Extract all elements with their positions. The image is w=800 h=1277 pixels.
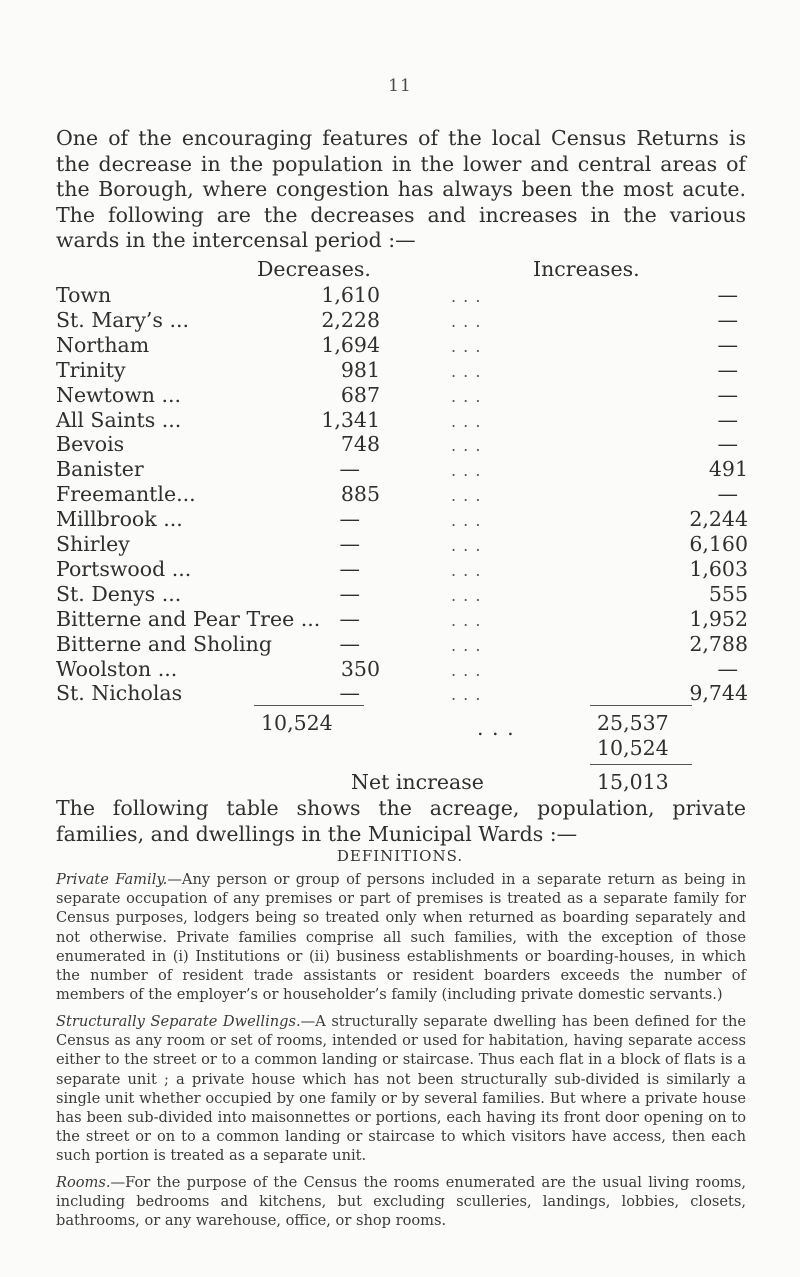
ward-name: Bevois <box>56 432 125 457</box>
page-number: 11 <box>388 76 412 96</box>
increase-value: 1,603 <box>689 556 748 581</box>
table-row <box>56 657 756 681</box>
definition-dwellings <box>56 1012 746 1166</box>
increase-value: — <box>717 656 738 681</box>
ward-name: Northam <box>56 332 150 357</box>
total-leader: . . . <box>477 716 515 740</box>
decrease-value: — <box>339 581 360 606</box>
decrease-value: 1,341 <box>321 407 380 432</box>
total-rule-decreases <box>254 705 364 706</box>
leader-dots: . . . <box>451 411 482 431</box>
net-increase-value: 15,013 <box>597 770 669 794</box>
table-row <box>56 457 756 481</box>
definition-text: —A structurally separate dwelling has been defined for the Census as any room or set of rooms, intended or used for habitation, having separate access either to the street or to a common landing or staircase. Thus each flat in a block of flats is a separate unit ; a private house which has not been structurally sub-divided is similarly a single unit whether occupied by one family or by several families. But where a private house has been sub-divided into maisonnettes or portions, each having its front door opening on to the street or on to a common landing or staircase to which visitors have access, then each such portion is treated as a separate unit. <box>56 1013 747 1165</box>
definition-text: —Any person or group of persons included in a separate return as being in separate occupation of any premises or part of premises is treated as a separate family for Census purposes, lodgers being so treated only when returned as boarding separately and not otherwise. Private families comprise all such families, with the exception of those enumerated in (i) Institutions or (ii) business establishments or boarding-houses, in which the number of resident trade assistants or resident boarders exceeds the number of members of the employer’s or householder’s family (including private domestic servants.) <box>56 871 746 1004</box>
ward-name: Trinity <box>56 357 126 382</box>
net-rule <box>590 764 692 765</box>
leader-dots: . . . <box>451 461 482 481</box>
ward-name: Millbrook ... <box>56 507 183 532</box>
table-row <box>56 432 756 456</box>
decrease-value: 885 <box>340 482 380 507</box>
decrease-value: — <box>339 681 360 706</box>
ward-name: Portswood ... <box>56 556 192 581</box>
increase-value: 6,160 <box>689 532 748 556</box>
decrease-value: 981 <box>340 357 380 382</box>
increase-value: — <box>717 482 738 507</box>
decrease-value: — <box>339 457 360 482</box>
leader-dots: . . . <box>451 486 482 506</box>
decrease-value: 687 <box>340 382 380 407</box>
leader-dots: . . . <box>451 536 482 555</box>
ward-name: All Saints ... <box>56 407 182 432</box>
ward-name: St. Denys ... <box>56 581 182 606</box>
table-row <box>56 557 756 581</box>
leader-dots: . . . <box>451 560 482 580</box>
increase-value: — <box>717 432 738 457</box>
table-row <box>56 308 756 332</box>
increase-value: — <box>717 307 738 332</box>
increase-value: 9,744 <box>689 681 748 706</box>
less-decreases: 10,524 <box>597 736 669 760</box>
decrease-value: 350 <box>340 656 380 681</box>
decrease-value: 1,610 <box>321 283 380 307</box>
leader-dots: . . . <box>451 511 482 531</box>
increase-value: — <box>717 382 738 407</box>
ward-name: Bitterne and Pear Tree ... <box>56 606 321 631</box>
table-row <box>56 482 756 506</box>
definition-rooms <box>56 1173 746 1231</box>
table-row <box>56 681 756 705</box>
definition-text: —For the purpose of the Census the rooms enumerated are the usual living rooms, including bedrooms and kitchens, but excluding sculleries, landings, lobbies, closets, bathrooms, or any warehouse, office, or shop rooms. <box>56 1174 746 1230</box>
table-row <box>56 358 756 382</box>
decrease-value: 2,228 <box>321 307 380 332</box>
table-row <box>56 607 756 631</box>
leader-dots: . . . <box>451 287 482 306</box>
table-row <box>56 383 756 407</box>
definition-term: Structurally Separate Dwellings. <box>56 1013 301 1030</box>
leader-dots: . . . <box>451 635 482 655</box>
header-decreases: Decreases. <box>257 257 371 281</box>
total-rule-increases <box>590 705 692 706</box>
leader-dots: . . . <box>451 585 482 605</box>
total-increases: 25,537 <box>597 711 669 735</box>
total-decreases: 10,524 <box>261 711 333 735</box>
increase-value: — <box>717 357 738 382</box>
leader-dots: . . . <box>451 386 482 406</box>
table-row <box>56 632 756 656</box>
decrease-value: — <box>339 631 360 656</box>
decrease-value: — <box>339 606 360 631</box>
increase-value: 555 <box>708 581 748 606</box>
net-increase-label: Net increase <box>351 770 484 794</box>
leader-dots: . . . <box>451 610 482 630</box>
ward-name: Freemantle... <box>56 482 196 507</box>
decrease-value: 748 <box>340 432 380 457</box>
increase-value: 2,244 <box>689 507 748 532</box>
following-paragraph: The following table shows the acreage, population, private families, and dwellings in the Municipal Wards :— <box>56 796 746 846</box>
definitions-title: DEFINITIONS. <box>336 847 464 865</box>
ward-name: Bitterne and Sholing <box>56 631 272 656</box>
definition-term: Rooms. <box>56 1174 111 1191</box>
increase-value: 491 <box>708 457 748 482</box>
leader-dots: . . . <box>451 311 482 331</box>
increase-value: 1,952 <box>689 606 748 631</box>
increase-value: — <box>717 407 738 432</box>
leader-dots: . . . <box>451 660 482 680</box>
table-row <box>56 408 756 432</box>
decrease-value: — <box>339 507 360 532</box>
ward-name: Newtown ... <box>56 382 182 407</box>
header-increases: Increases. <box>533 257 640 281</box>
ward-name: St. Nicholas <box>56 681 183 706</box>
increase-value: — <box>717 332 738 357</box>
ward-name: Town <box>56 283 112 307</box>
ward-name: Woolston ... <box>56 656 178 681</box>
table-row <box>56 507 756 531</box>
table-row <box>56 283 756 307</box>
ward-name: St. Mary’s ... <box>56 307 190 332</box>
leader-dots: . . . <box>451 685 482 705</box>
intro-paragraph: One of the encouraging features of the local Census Returns is the decrease in the population in the lower and central areas of the Borough, where congestion has always been the most acute. The following are the decreases and increases in the various wards in the intercensal period :— <box>56 126 746 252</box>
ward-name: Shirley <box>56 532 130 556</box>
ward-name: Banister <box>56 457 144 482</box>
decrease-value: — <box>339 532 360 556</box>
leader-dots: . . . <box>451 336 482 356</box>
leader-dots: . . . <box>451 361 482 381</box>
table-row <box>56 582 756 606</box>
table-row <box>56 333 756 357</box>
increase-value: — <box>717 283 738 307</box>
definition-term: Private Family. <box>56 871 168 888</box>
increase-value: 2,788 <box>689 631 748 656</box>
decrease-value: — <box>339 556 360 581</box>
decrease-value: 1,694 <box>321 332 380 357</box>
definition-private-family <box>56 870 746 1004</box>
table-row <box>56 532 756 556</box>
leader-dots: . . . <box>451 436 482 456</box>
